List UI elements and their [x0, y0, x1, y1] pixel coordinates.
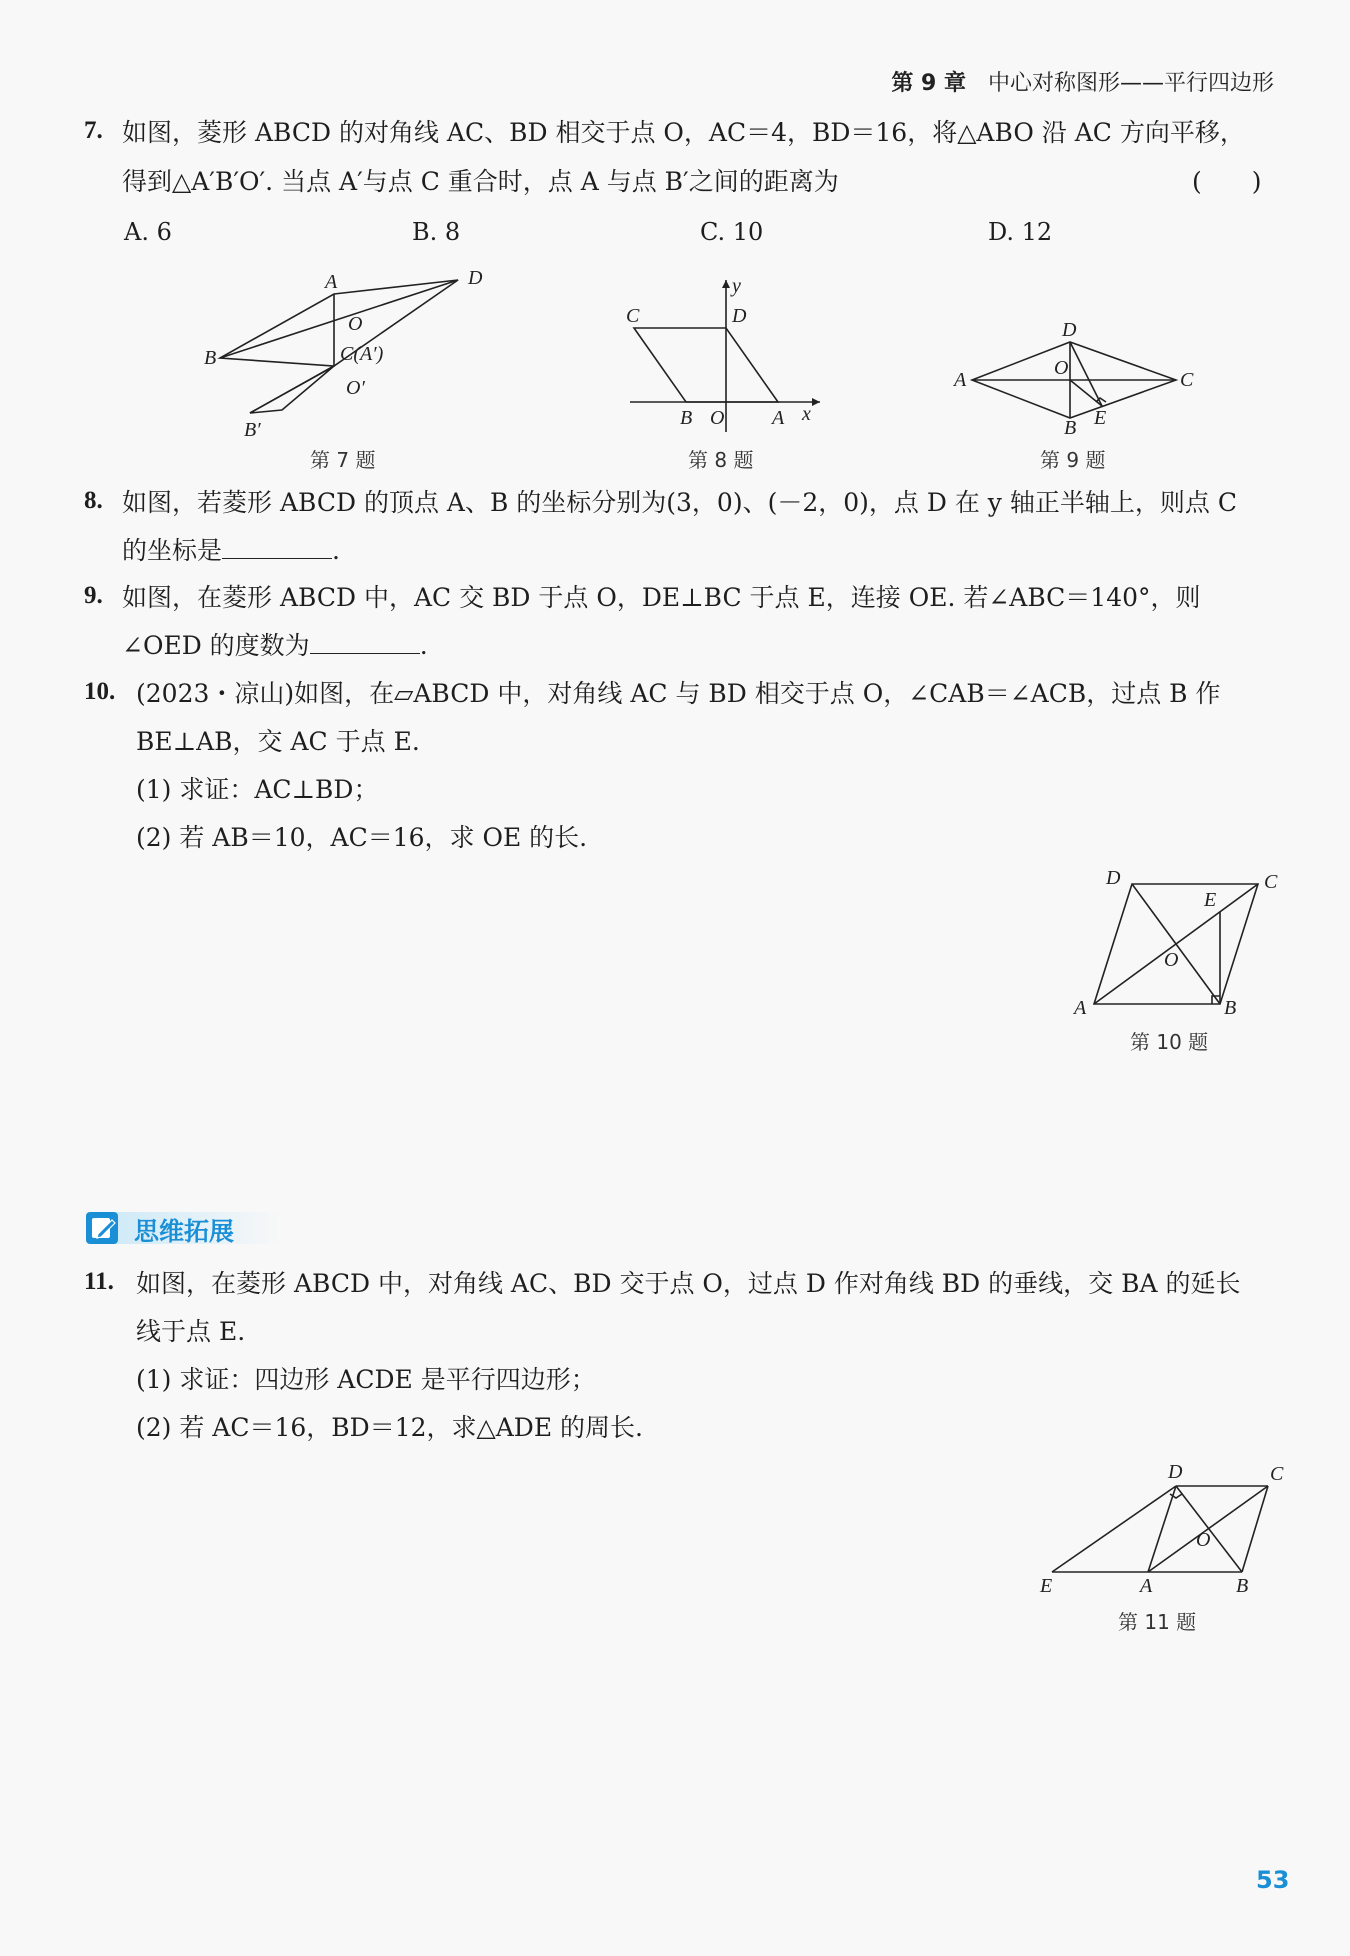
label-o: O — [710, 407, 725, 429]
question-text: . — [419, 631, 428, 660]
segment-oe — [1070, 380, 1102, 406]
figure-7-caption: 第 7 题 — [310, 448, 376, 472]
segment-ad — [1148, 1486, 1176, 1572]
label-e: E — [1094, 407, 1107, 429]
label-d: D — [1106, 867, 1121, 889]
sub-question-1: (1) 求证：AC⊥BD； — [136, 775, 379, 804]
page-header — [891, 66, 1274, 97]
label-y: y — [732, 275, 741, 297]
figure-9 — [950, 318, 1210, 438]
figure-10 — [1060, 862, 1290, 1022]
label-o: O — [348, 313, 363, 335]
rhombus-abcd — [220, 280, 458, 366]
label-b: B — [680, 407, 693, 429]
label-b: B — [1224, 997, 1237, 1019]
label-c: C — [1264, 871, 1278, 893]
option-c: C. 10 — [700, 218, 764, 246]
question-text-line — [122, 626, 428, 662]
label-a: A — [325, 271, 338, 293]
segment-cb — [1242, 1486, 1268, 1572]
question-number: 8. — [84, 487, 103, 514]
diagonal-bd — [220, 280, 458, 358]
x-axis-arrow-icon — [812, 398, 820, 406]
label-a: A — [954, 369, 967, 391]
question-text-line: 如图，在菱形 ABCD 中，AC 交 BD 于点 O，DE⊥BC 于点 E，连接 OE. 若∠ABC＝140°，则 — [122, 583, 1201, 612]
figure-11 — [1030, 1454, 1290, 1594]
question-text: ∠OED 的度数为 — [122, 631, 310, 660]
question-text-line — [122, 531, 340, 567]
option-d: D. 12 — [988, 218, 1053, 246]
label-c: C — [626, 305, 640, 327]
label-o: O — [1054, 357, 1069, 379]
question-number: 10. — [84, 678, 116, 705]
figure-8-caption: 第 8 题 — [688, 448, 754, 472]
answer-blank[interactable] — [222, 534, 332, 559]
question-text-line: 如图，菱形 ABCD 的对角线 AC、BD 相交于点 O，AC＝4，BD＝16，将△ABO 沿 AC 方向平移， — [122, 118, 1245, 147]
question-text-line: 如图，在菱形 ABCD 中，对角线 AC、BD 交于点 O，过点 D 作对角线 BD 的垂线，交 BA 的延长 — [136, 1269, 1241, 1298]
label-e: E — [1040, 1575, 1053, 1594]
label-d: D — [1168, 1461, 1183, 1483]
page-number: 53 — [1256, 1866, 1290, 1894]
label-b-prime: B′ — [244, 419, 261, 441]
question-text-line: 线于点 E. — [136, 1317, 246, 1346]
question-text-line: BE⊥AB，交 AC 于点 E. — [136, 727, 420, 756]
label-a: A — [1140, 1575, 1153, 1594]
section-title: 思维拓展 — [134, 1217, 235, 1246]
label-c: C — [1270, 1463, 1284, 1485]
option-a: A. 6 — [124, 218, 172, 246]
label-b: B — [1064, 417, 1077, 438]
question-number: 9. — [84, 582, 103, 609]
question-text: . — [332, 536, 340, 565]
question-text: 的坐标是 — [122, 536, 223, 565]
label-b: B — [204, 347, 217, 369]
label-d: D — [732, 305, 747, 327]
label-o: O — [1196, 1529, 1211, 1551]
y-axis-arrow-icon — [722, 280, 730, 288]
option-b: B. 8 — [412, 218, 461, 246]
label-o: O — [1164, 949, 1179, 971]
label-e: E — [1204, 889, 1217, 911]
pencil-note-icon — [86, 1212, 118, 1244]
label-d: D — [468, 267, 483, 289]
label-a: A — [1074, 997, 1087, 1019]
question-number: 7. — [84, 117, 103, 144]
label-b: B — [1236, 1575, 1249, 1594]
label-o-prime: O′ — [346, 377, 365, 399]
label-a: A — [772, 407, 785, 429]
figure-9-caption: 第 9 题 — [1040, 448, 1106, 472]
figure-11-caption: 第 11 题 — [1118, 1610, 1197, 1634]
rhombus-abcd — [634, 328, 778, 402]
answer-blank[interactable] — [310, 629, 420, 654]
figure-8 — [620, 272, 840, 437]
chapter-number: 第 9 章 — [891, 71, 966, 96]
sub-question-1: (1) 求证：四边形 ACDE 是平行四边形； — [136, 1365, 596, 1394]
question-text-line: (2023・凉山)如图，在▱ABCD 中，对角线 AC 与 BD 相交于点 O，∠CAB＝∠ACB，过点 B 作 — [136, 679, 1221, 708]
answer-parentheses: ( ) — [1192, 167, 1262, 196]
label-c: C — [1180, 369, 1194, 391]
figure-7 — [190, 258, 510, 448]
chapter-title: 中心对称图形——平行四边形 — [987, 71, 1274, 96]
segment-ab-prime — [250, 366, 334, 413]
sub-question-2: (2) 若 AC＝16，BD＝12，求△ADE 的周长. — [136, 1413, 643, 1442]
question-text-line: 得到△A′B′O′. 当点 A′与点 C 重合时，点 A 与点 B′之间的距离为 — [122, 167, 839, 196]
sub-question-2: (2) 若 AB＝10，AC＝16，求 OE 的长. — [136, 823, 588, 852]
label-c-aprime: C(A′) — [340, 343, 384, 365]
question-text-line: 如图，若菱形 ABCD 的顶点 A、B 的坐标分别为(3，0)、(－2，0)，点 D 在 y 轴正半轴上，则点 C — [122, 488, 1237, 517]
segment-ed — [1052, 1486, 1176, 1572]
label-x: x — [802, 403, 811, 425]
label-d: D — [1062, 319, 1077, 341]
figure-10-caption: 第 10 题 — [1130, 1030, 1209, 1054]
question-number: 11. — [84, 1268, 114, 1295]
